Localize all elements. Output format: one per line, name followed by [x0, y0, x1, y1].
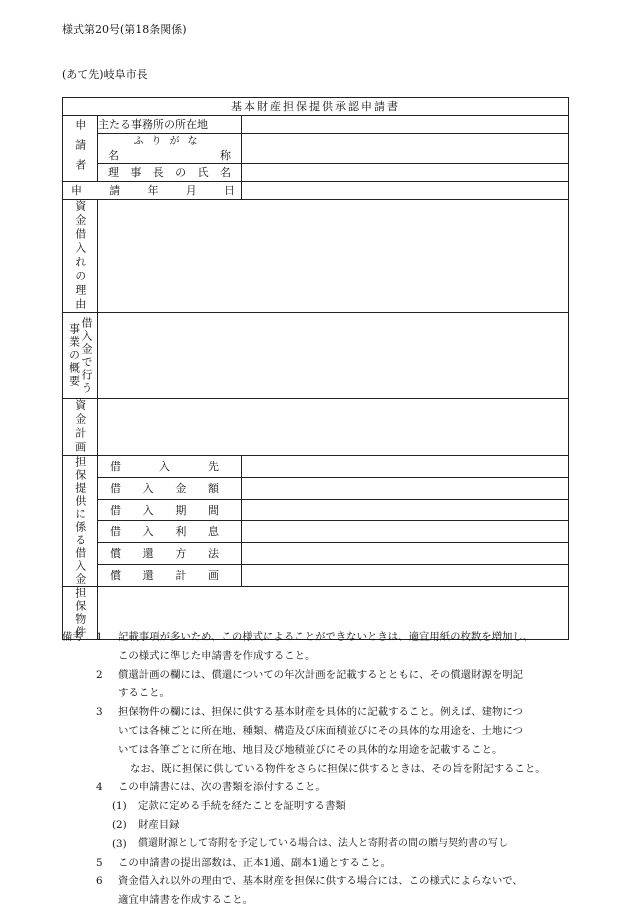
loan-amount-label: 借 入 金 額 [98, 477, 242, 499]
note-sub-item-2: (2) 財産目録 [112, 818, 180, 831]
office-location-field[interactable] [242, 116, 569, 134]
name-field[interactable] [242, 134, 569, 164]
note-item-2: 2 償還計画の欄には、償還についての年次計画を記載するとともに、その償還財源を明記 すること。 [96, 668, 524, 700]
loan-interest-label: 借 入 利 息 [98, 521, 242, 543]
note-item-6: 6 資金借入れ以外の理由で、基本財産を担保に供する場合には、この様式によらないで、 適宜申請書を作成すること。 [96, 875, 523, 907]
repayment-method-label: 償 還 方 法 [98, 543, 242, 565]
project-outline-field[interactable] [98, 313, 569, 399]
office-location-label: 主たる事務所の所在地 [98, 116, 242, 134]
chairman-name-field[interactable] [242, 164, 569, 182]
note-sub-item-3: (3) 償還財源として寄附を予定している場合は、法人と寄附者の間の贈与契約書の写し [112, 837, 508, 850]
collateral-label: 担保物件 [63, 587, 98, 640]
note-sub-item-1: (1) 定款に定める手続を経たことを証明する書類 [112, 800, 346, 813]
lender-field[interactable] [242, 456, 569, 478]
note-item-5: 5 この申請書の提出部数は、正本1通、副本1通とすること。 [96, 856, 391, 869]
application-date-field[interactable] [242, 182, 569, 200]
addressee: (あて先)岐阜市長 [62, 68, 148, 81]
borrowing-reason-label: 資金借入れの理由 [63, 200, 98, 313]
notes-section [62, 628, 572, 910]
loan-interest-field[interactable] [242, 521, 569, 543]
note-item-3: 3 担保物件の欄には、担保に供する基本財産を具体的に記載すること。例えば、建物につ いては各棟ごとに所在地、種類、構造及び床面積並びにその具体的な用途を、土地につ いては各筆ごとに所在地、地目及び地積並びにその具体的な用途を記載すること。 なお、既に担保に供している物件をさらに担保に供するときは、その旨を附記すること。 [96, 706, 546, 775]
note-item-4: 4 この申請書には、次の書類を添付すること。 [96, 781, 326, 794]
lender-label: 借 入 先 [98, 456, 242, 478]
project-outline-label: 借入金で行う 事業の概要 [63, 313, 98, 399]
name-label: ふりがな 名 称 [98, 134, 242, 164]
loan-period-label: 借 入 期 間 [98, 499, 242, 521]
repayment-plan-label: 償 還 計 画 [98, 565, 242, 587]
application-date-label: 申 請 年 月 日 [63, 182, 242, 200]
repayment-plan-field[interactable] [242, 565, 569, 587]
loan-amount-field[interactable] [242, 477, 569, 499]
borrowing-reason-field[interactable] [98, 200, 569, 313]
furigana-label: ふりがな [133, 135, 206, 147]
note-item-1: 備考 1 記載事項が多いため、この様式によることができないときは、適宜用紙の枚数を増加し、 この様式に準じた申請書を作成すること。 [62, 628, 572, 666]
fund-plan-label: 資金計画 [63, 399, 98, 456]
applicant-label: 申請者 [63, 116, 98, 182]
repayment-method-field[interactable] [242, 543, 569, 565]
loan-period-field[interactable] [242, 499, 569, 521]
form-number: 様式第20号(第18条関係) [62, 23, 187, 36]
fund-plan-field[interactable] [98, 399, 569, 456]
chairman-name-label: 理 事 長 の 氏 名 [98, 164, 242, 182]
application-form-table [62, 97, 569, 640]
notes-heading: 備考 [62, 631, 83, 643]
form-title: 基本財産担保提供承認申請書 [63, 98, 569, 116]
loan-section-label: 担保提供に係る借入金 [63, 456, 98, 587]
